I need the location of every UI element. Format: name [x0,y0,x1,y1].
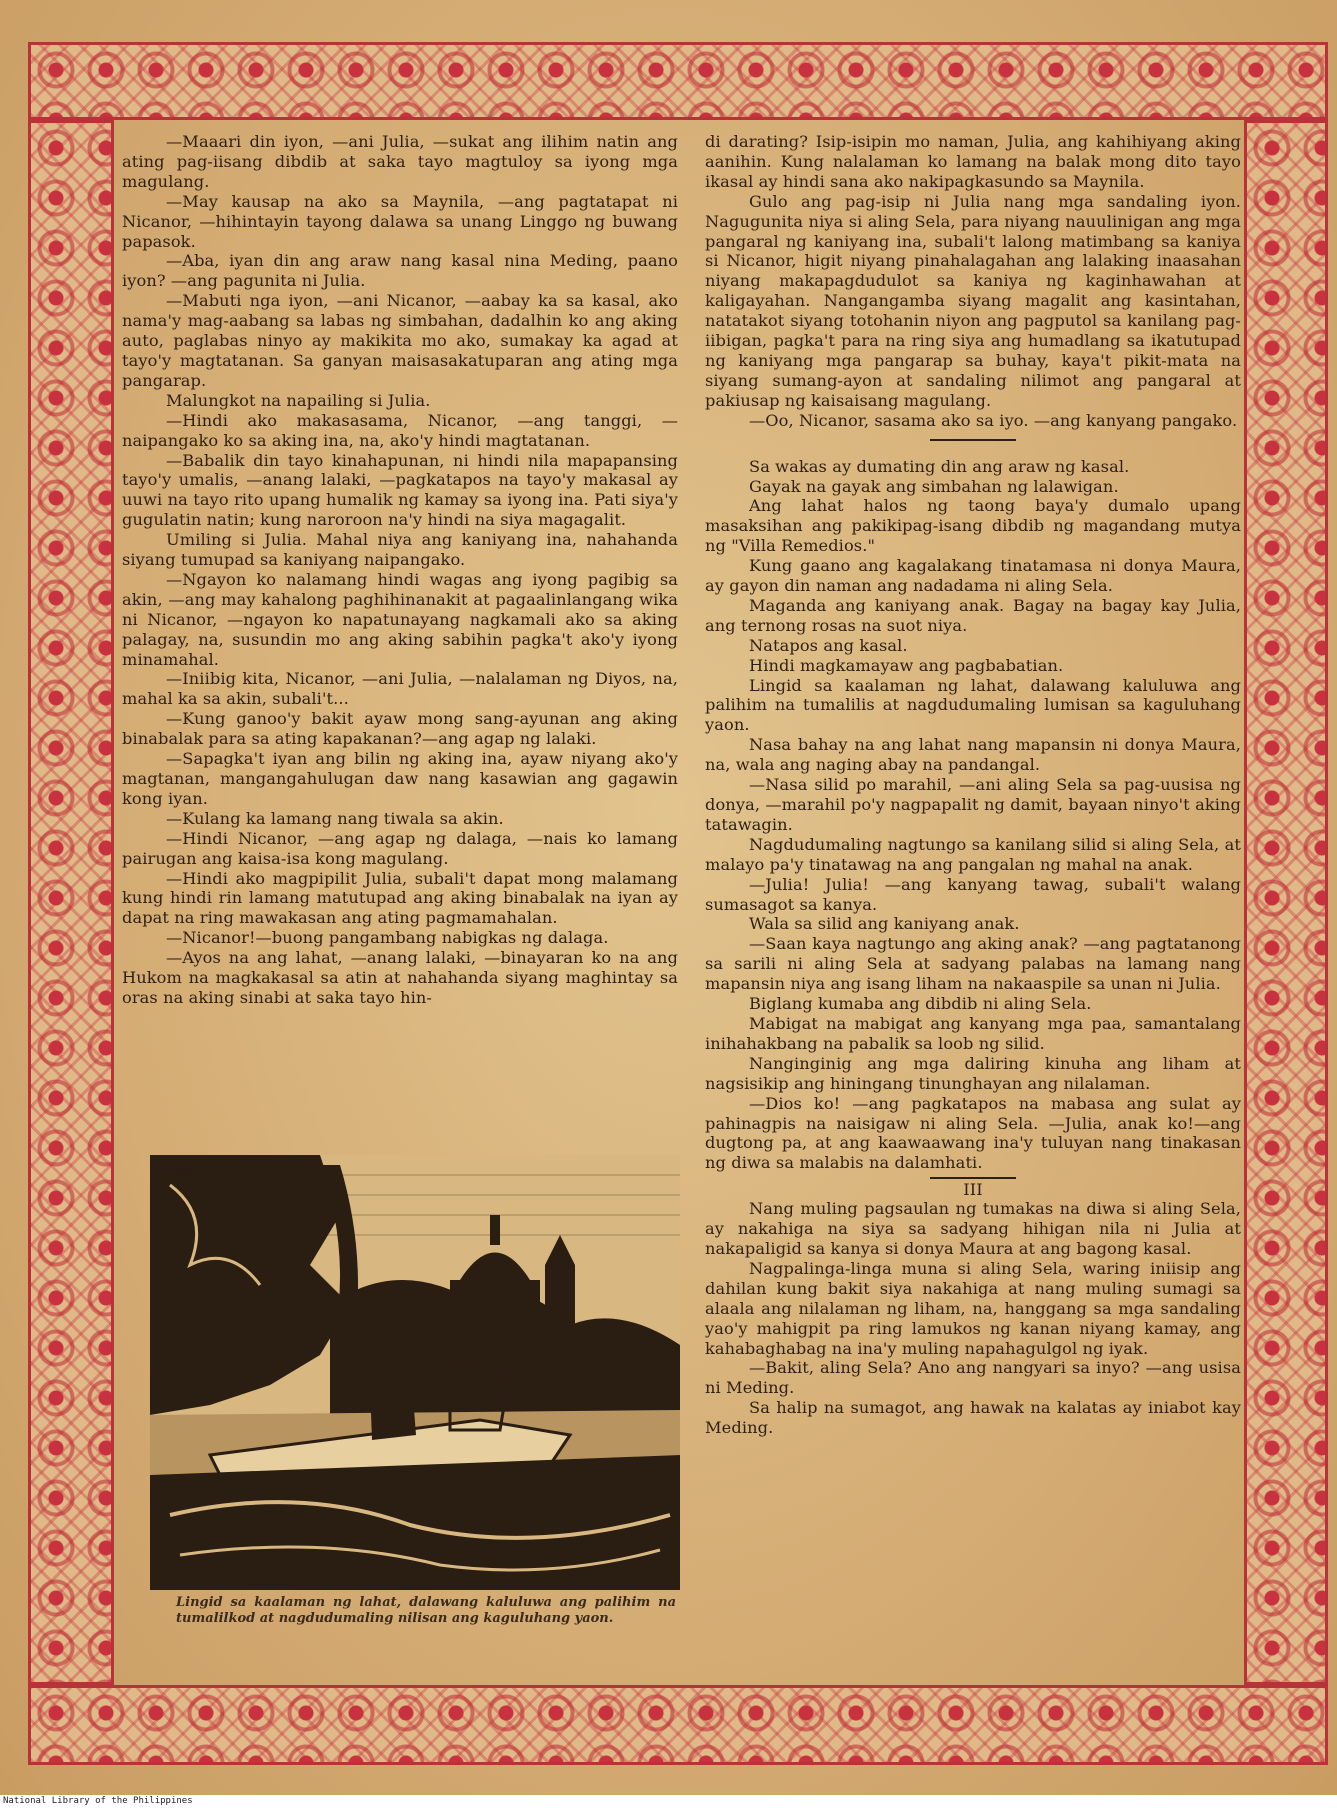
paragraph: Nagdudumaling nagtungo sa kanilang silid si aling Sela, at malayo pa'y tinatawag na ang pangalan ng mahal na anak. [705,834,1241,874]
paragraph: Malungkot na napailing si Julia. [166,390,431,410]
section-numeral: III [930,1177,1016,1199]
paragraph: di darating? Isip-isipin mo naman, Julia, ang kahihiyang aking aanihin. Kung nalalaman ko lamang na balak mong dito tayo ikasal ay hindi sana ako nakipagkasundo sa Maynila. [705,132,1241,191]
paragraph: —Nicanor!—buong pangambang nabigkas ng dalaga. [166,928,609,948]
paragraph: —Nasa silid po marahil, —ani aling Sela sa pag-uusisa ng donya, —marahil po'y nagpapalit ng damit, bayaan ninyo't aking tatawagin. [705,775,1241,834]
text-column-left [122,132,678,1008]
decorative-border-left [28,120,114,1685]
paragraph: Nanginginig ang mga daliring kinuha ang liham at nagsisikip ang hiningang tinunghayan ang nilalaman. [705,1053,1241,1093]
paragraph: Umiling si Julia. Mahal niya ang kaniyang ina, nahahanda siyang tumupad sa kaniyang naipangako. [122,530,678,570]
paragraph: Nagpalinga-linga muna si aling Sela, waring iniisip ang dahilan kung bakit siya nakahiga at nang muling sumagi sa alaala ang nilalaman ng liham, na, hanggang sa mga sandaling yao'y mahigpit pa ring lamukos ng kanan niyang kamay, ang kahabaghabag na ina'y muling napahagulgol ng iyak. [705,1258,1241,1358]
paragraph: —Dios ko! —ang pagkatapos na mabasa ang sulat ay pahinagpis na naisigaw ni aling Sela. —Julia, anak ko!—ang dugtong pa, at ang kaawaawang ina'y tuluyan nang tinakasan ng diwa sa malabis na dalamhati. [705,1093,1241,1173]
right-column-part-b [705,457,1241,1174]
paragraph: —Aba, iyan din ang araw nang kasal nina Meding, paano iyon? —ang pagunita ni Julia. [122,251,678,291]
paragraph: —Kung ganoo'y bakit ayaw mong sang-ayunan ang aking binabalak para sa ating kapakanan?—ang agap ng lalaki. [122,709,678,749]
text-column-right [705,132,1241,1438]
paragraph: Kung gaano ang kagalakang tinatamasa ni donya Maura, ay gayon din naman ang nadadama ni aling Sela. [705,556,1241,596]
illustration-caption: Lingid sa kaalaman ng lahat, dalawang kaluluwa ang palihim na tumalilkod at nagdudumaling nilisan ang kaguluhang yaon. [176,1595,676,1626]
paragraph: Nang muling pagsaulan ng tumakas na diwa si aling Sela, ay nakahiga na siya sa sadyang hihigan nila ni Julia at nakapaligid sa kanya si donya Maura at ang bagong kasal. [705,1199,1241,1259]
paragraph: Lingid sa kaalaman ng lahat, dalawang kaluluwa ang palihim na tumalilis at nagdudumaling lumisan sa kaguluhang yaon. [705,675,1241,735]
paragraph: Gulo ang pag-isip ni Julia nang mga sandaling iyon. Nagugunita niya si aling Sela, para niyang nauulinigan ang mga pangaral ng kaniyang ina, subali't lalong matimbang sa kaniya si Nicanor, higit niyang pinahalagahan ang lalaking inaasahan niyang makapagdudulot sa kaniya ng kaginhawahan at kaligayahan. Nangangamba siyang magalit ang kasintahan, natatakot siyang totohanin niyon ang pagputol sa kanilang pag-iibigan, pagka't para na ring siya ang humadlang sa ikatutupad ng kaniyang mga pangarap sa buhay, kaya't pikit-mata na siyang sumang-ayon at sandaling nilimot ang pangaral at pakiusap ng kaisaisang magulang. [705,191,1241,410]
paragraph: Wala sa silid ang kaniyang anak. [749,914,1020,934]
paragraph: Natapos ang kasal. [749,635,908,655]
paragraph: —Hindi Nicanor, —ang agap ng dalaga, —nais ko lamang pairugan ang kaisa-isa kong magulang. [122,828,678,868]
paragraph: Hindi magkamayaw ang pagbabatian. [749,655,1064,675]
paragraph: Sa halip na sumagot, ang hawak na kalatas ay iniabot kay Meding. [705,1398,1241,1438]
right-column-part-a [705,132,1241,431]
paragraph: Ang lahat halos ng taong baya'y dumalo upang masaksihan ang pakikipag-isang dibdib ng magandang mutya ng "Villa Remedios." [705,496,1241,556]
paragraph: —Ayos na ang lahat, —anang lalaki, —binayaran ko na ang Hukom na magkakasal sa atin at nahahanda siyang maghintay sa oras na aking sinabi at saka tayo hin- [122,948,678,1007]
paragraph: —Hindi ako magpipilit Julia, subali't dapat mong malamang kung hindi rin lamang matutupad ang aking binabalak na iyan ay dapat na ring mawakasan ang ating pagmamahalan. [122,868,678,928]
paragraph: —Babalik din tayo kinahapunan, ni hindi nila mapapansing tayo'y umalis, —anang lalaki, —pagkatapos na tayo'y makasal ay uuwi na tayo rito upang humalik ng kamay sa iyong ina. Pati siya'y gugulatin natin; kung naroroon na'y hindi na siya magagalit. [122,450,678,530]
paragraph: —Iniibig kita, Nicanor, —ani Julia, —nalalaman ng Diyos, na, mahal ka sa akin, subali't... [122,669,678,709]
decorative-border-bottom [28,1685,1328,1765]
artist-mark: CMI [160,1165,194,1181]
paragraph: —Sapagka't iyan ang bilin ng aking ina, ayaw niyang ako'y magtanan, mangangahulugan daw nang kasawian ang gagawin kong iyan. [122,749,678,808]
right-column-part-c [705,1199,1241,1438]
paragraph: —Ngayon ko nalamang hindi wagas ang iyong pagibig sa akin, —ang may kahalong paghihinanakit at pagaalinlangang wika ni Nicanor, —ngayon ko napatunayang nagkamali ako sa aking palagay, na, susundin mo ang aking sabihin pagka't ako'y iyong minamahal. [122,569,678,669]
paragraph: Sa wakas ay dumating din ang araw ng kasal. [749,456,1130,476]
paragraph: Nasa bahay na ang lahat nang mapansin ni donya Maura, na, wala ang naging abay na pandangal. [705,735,1241,775]
decorative-border-top [28,42,1328,120]
woodcut-illustration [150,1155,680,1590]
paragraph: —Oo, Nicanor, sasama ako sa iyo. —ang kanyang pangako. [749,410,1238,430]
paragraph: —Maaari din iyon, —ani Julia, —sukat ang ilihim natin ang ating pag-iisang dibdib at saka tayo magtuloy sa iyong mga magulang. [122,132,678,191]
paragraph: —Julia! Julia! —ang kanyang tawag, subali't walang sumasagot sa kanya. [705,874,1241,914]
library-credit: National Library of the Philippines [0,1795,1337,1808]
paragraph: Maganda ang kaniyang anak. Bagay na bagay kay Julia, ang ternong rosas na suot niya. [705,595,1241,635]
paragraph: Gayak na gayak ang simbahan ng lalawigan. [749,476,1119,496]
paragraph: —Kulang ka lamang nang tiwala sa akin. [166,808,504,828]
section-divider [930,439,1016,441]
paragraph: —Saan kaya nagtungo ang aking anak? —ang pagtatanong sa sarili ni aling Sela at sadyang palabas na lamang nang mapansin niya ang isang liham na nakaaspile sa unan ni Julia. [705,934,1241,994]
paragraph: —Mabuti nga iyon, —ani Nicanor, —aabay ka sa kasal, ako nama'y mag-aabang sa labas ng simbahan, dadalhin ko ang aking auto, paglabas ninyo ay makikita mo ako, sumakay ka agad at tayo'y magtatanan. Sa ganyan maisasakatuparan ang ating mga pangarap. [122,291,678,390]
paragraph: Mabigat na mabigat ang kanyang mga paa, samantalang inihahakbang na pabalik sa loob ng silid. [705,1013,1241,1053]
paragraph: Biglang kumaba ang dibdib ni aling Sela. [749,994,1092,1014]
paragraph: —Hindi ako makasasama, Nicanor, —ang tanggi, —naipangako ko sa aking ina, na, ako'y hindi magtatanan. [122,410,678,450]
decorative-border-right [1244,120,1328,1685]
paragraph: —Bakit, aling Sela? Ano ang nangyari sa inyo? —ang usisa ni Meding. [705,1358,1241,1398]
paragraph: —May kausap na ako sa Maynila, —ang pagtatapat ni Nicanor, —hihintayin tayong dalawa sa unang Linggo ng buwang papasok. [122,191,678,251]
